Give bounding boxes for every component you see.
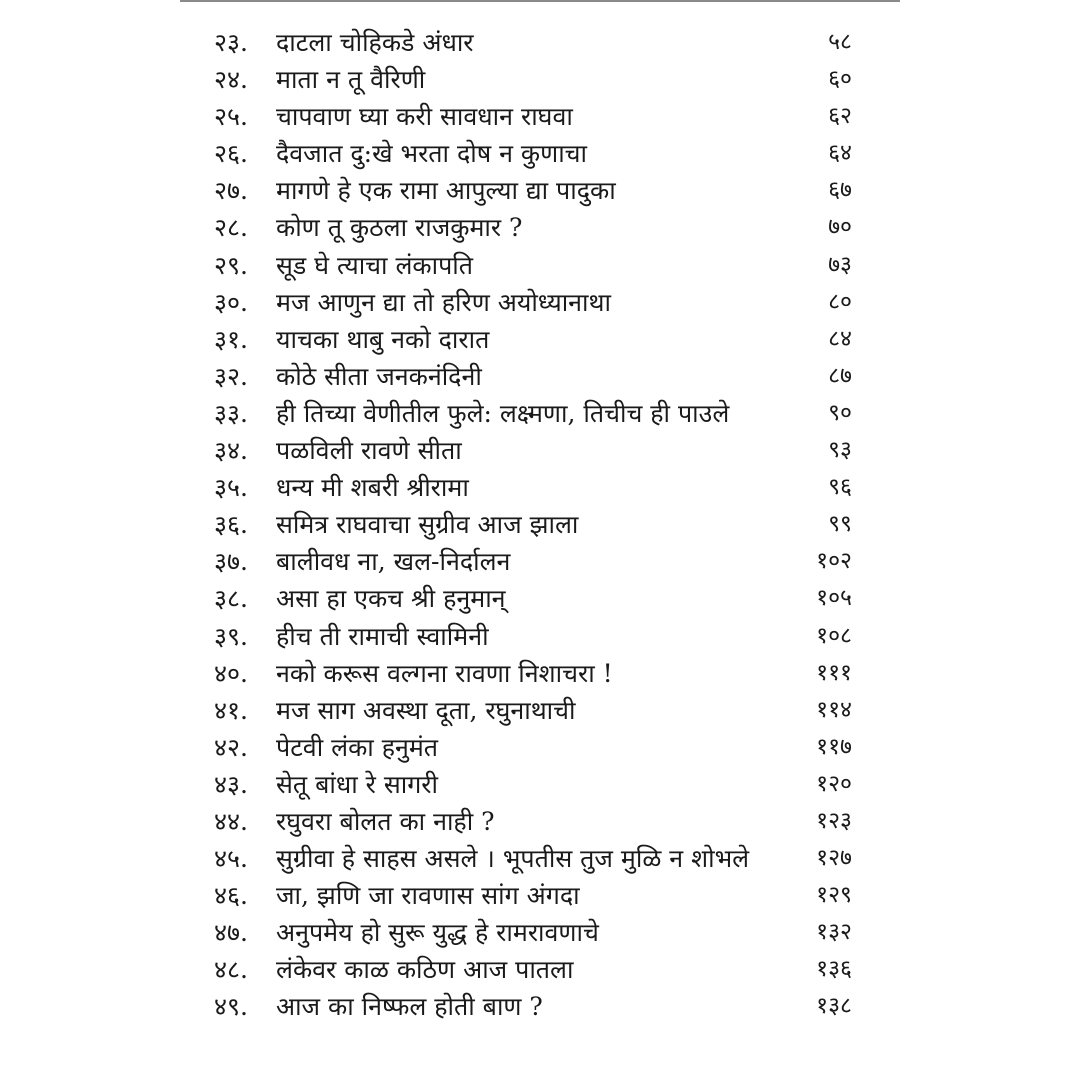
toc-entry-page: १०५ (816, 585, 852, 612)
toc-entry-number: २५. (214, 102, 248, 132)
toc-entry-page: ८० (828, 288, 852, 315)
toc-entry (0, 395, 1080, 432)
toc-entry (0, 766, 1080, 803)
toc-entry (0, 951, 1080, 988)
toc-entry-title: पेटवी लंका हनुमंत (276, 732, 439, 762)
toc-entry-page: १३६ (816, 956, 852, 983)
toc-entry (0, 729, 1080, 766)
toc-entry-page: ८४ (828, 325, 852, 352)
toc-entry-number: २७. (214, 176, 248, 206)
toc-entry-page: १२३ (816, 807, 852, 834)
toc-entry (0, 543, 1080, 580)
toc-entry-title: अनुपमेय हो सुरू युद्ध हे रामरावणाचे (276, 918, 599, 948)
toc-entry-title: धन्य मी शबरी श्रीरामा (276, 473, 469, 503)
toc-entry-number: ३४. (214, 436, 248, 466)
toc-entry (0, 618, 1080, 655)
toc-entry-number: ४८. (214, 955, 248, 985)
toc-entry-title: असा हा एकच श्री हनुमान् (276, 584, 506, 614)
toc-entry-title: सुग्रीवा हे साहस असले । भूपतीस तुज मुळि न शोभले (276, 844, 750, 874)
toc-entry-page: ६७ (828, 177, 852, 204)
toc-entry-page: ९६ (828, 474, 852, 501)
toc-entry (0, 135, 1080, 172)
toc-entry (0, 61, 1080, 98)
toc-entry-title: जा, झणि जा रावणास सांग अंगदा (276, 881, 580, 911)
toc-entry (0, 172, 1080, 209)
toc-entry-title: माता न तू वैरिणी (276, 65, 426, 95)
toc-entry (0, 988, 1080, 1025)
toc-entry-page: ११७ (816, 733, 852, 760)
toc-entry-number: ३०. (214, 287, 248, 317)
toc-entry-number: ३८. (214, 584, 248, 614)
toc-entry-page: ९० (828, 399, 852, 426)
toc-entry-title: मज साग अवस्था दूता, रघुनाथाची (276, 695, 576, 725)
toc-entry-title: दैवजात दु:खे भरता दोष न कुणाचा (276, 139, 588, 169)
toc-entry-number: २४. (214, 65, 248, 95)
toc-entry-number: ३५. (214, 473, 248, 503)
toc-entry-number: ४९. (214, 992, 248, 1022)
toc-entry-number: २८. (214, 213, 248, 243)
table-of-contents (0, 24, 1080, 1026)
toc-entry-title: पळविली रावणे सीता (276, 436, 462, 466)
toc-entry (0, 247, 1080, 284)
toc-entry (0, 98, 1080, 135)
toc-entry-title: मागणे हे एक रामा आपुल्या द्या पादुका (276, 176, 616, 206)
toc-entry-page: ६२ (828, 103, 852, 130)
toc-entry-title: चापवाण घ्या करी सावधान राघवा (276, 102, 573, 132)
toc-entry-page: ११४ (816, 696, 852, 723)
toc-entry-page: १३२ (816, 919, 852, 946)
toc-entry-number: ३६. (214, 510, 248, 540)
toc-entry-number: ४३. (214, 769, 248, 799)
toc-entry-number: ४६. (214, 881, 248, 911)
toc-entry (0, 209, 1080, 246)
toc-entry-page: ९९ (828, 511, 852, 538)
toc-entry-title: दाटला चोहिकडे अंधार (276, 28, 474, 57)
toc-entry (0, 840, 1080, 877)
toc-entry-page: १०२ (816, 548, 852, 575)
toc-entry-title: आज का निष्फल होती बाण ? (276, 992, 543, 1022)
toc-entry (0, 24, 1080, 61)
toc-entry-number: ३७. (214, 547, 248, 577)
toc-entry-page: ५८ (828, 29, 852, 55)
toc-entry-page: १२७ (816, 845, 852, 872)
toc-entry (0, 469, 1080, 506)
toc-entry-page: ७० (828, 214, 852, 241)
toc-entry-title: रघुवरा बोलत का नाही ? (276, 806, 495, 836)
toc-entry-number: ४४. (214, 806, 248, 836)
toc-entry (0, 358, 1080, 395)
toc-entry-number: ४०. (214, 658, 248, 688)
toc-entry-number: ३३. (214, 398, 248, 428)
toc-entry-title: लंकेवर काळ कठिण आज पातला (276, 955, 574, 985)
toc-entry (0, 877, 1080, 914)
toc-entry (0, 692, 1080, 729)
toc-entry (0, 914, 1080, 951)
toc-entry-title: ही तिच्या वेणीतील फुले: लक्ष्मणा, तिचीच ही पाउले (276, 398, 730, 428)
toc-entry-title: समित्र राघवाचा सुग्रीव आज झाला (276, 510, 579, 540)
toc-entry-title: नको करूस वल्गना रावणा निशाचरा ! (276, 658, 613, 688)
toc-entry (0, 506, 1080, 543)
toc-entry-page: १३८ (816, 993, 852, 1020)
toc-entry-page: ८७ (828, 362, 852, 389)
toc-entry-number: ४१. (214, 695, 248, 725)
toc-entry-title: याचका थाबु नको दारात (276, 324, 490, 354)
toc-entry-number: ३२. (214, 361, 248, 391)
toc-entry-page: ६० (828, 66, 852, 93)
toc-entry-number: २९. (214, 250, 248, 280)
toc-entry (0, 432, 1080, 469)
toc-entry (0, 321, 1080, 358)
toc-entry-number: ४७. (214, 918, 248, 948)
toc-entry-number: ३१. (214, 324, 248, 354)
toc-entry-number: ४२. (214, 732, 248, 762)
toc-entry-number: २३. (214, 28, 248, 57)
toc-entry-title: मज आणुन द्या तो हरिण अयोध्यानाथा (276, 287, 611, 317)
toc-entry-title: कोण तू कुठला राजकुमार ? (276, 213, 523, 243)
toc-entry (0, 284, 1080, 321)
toc-entry (0, 580, 1080, 617)
toc-entry-title: सूड घे त्याचा लंकापति (276, 250, 474, 280)
toc-entry (0, 655, 1080, 692)
toc-entry-title: बालीवध ना, खल-निर्दालन (276, 547, 511, 577)
toc-entry-number: ४५. (214, 844, 248, 874)
toc-entry-title: सेतू बांधा रे सागरी (276, 769, 438, 799)
toc-entry-page: १०८ (816, 622, 852, 649)
toc-entry-page: ९३ (828, 437, 852, 464)
toc-entry-page: ६४ (828, 140, 852, 167)
top-rule (180, 0, 900, 2)
toc-entry-number: ३९. (214, 621, 248, 651)
toc-entry-page: ७३ (828, 251, 852, 278)
toc-entry-title: कोठे सीता जनकनंदिनी (276, 361, 482, 391)
toc-entry-page: १२० (816, 770, 852, 797)
toc-entry (0, 803, 1080, 840)
toc-entry-title: हीच ती रामाची स्वामिनी (276, 621, 489, 651)
toc-entry-number: २६. (214, 139, 248, 169)
toc-entry-page: १११ (816, 659, 852, 686)
toc-entry-page: १२९ (816, 882, 852, 909)
